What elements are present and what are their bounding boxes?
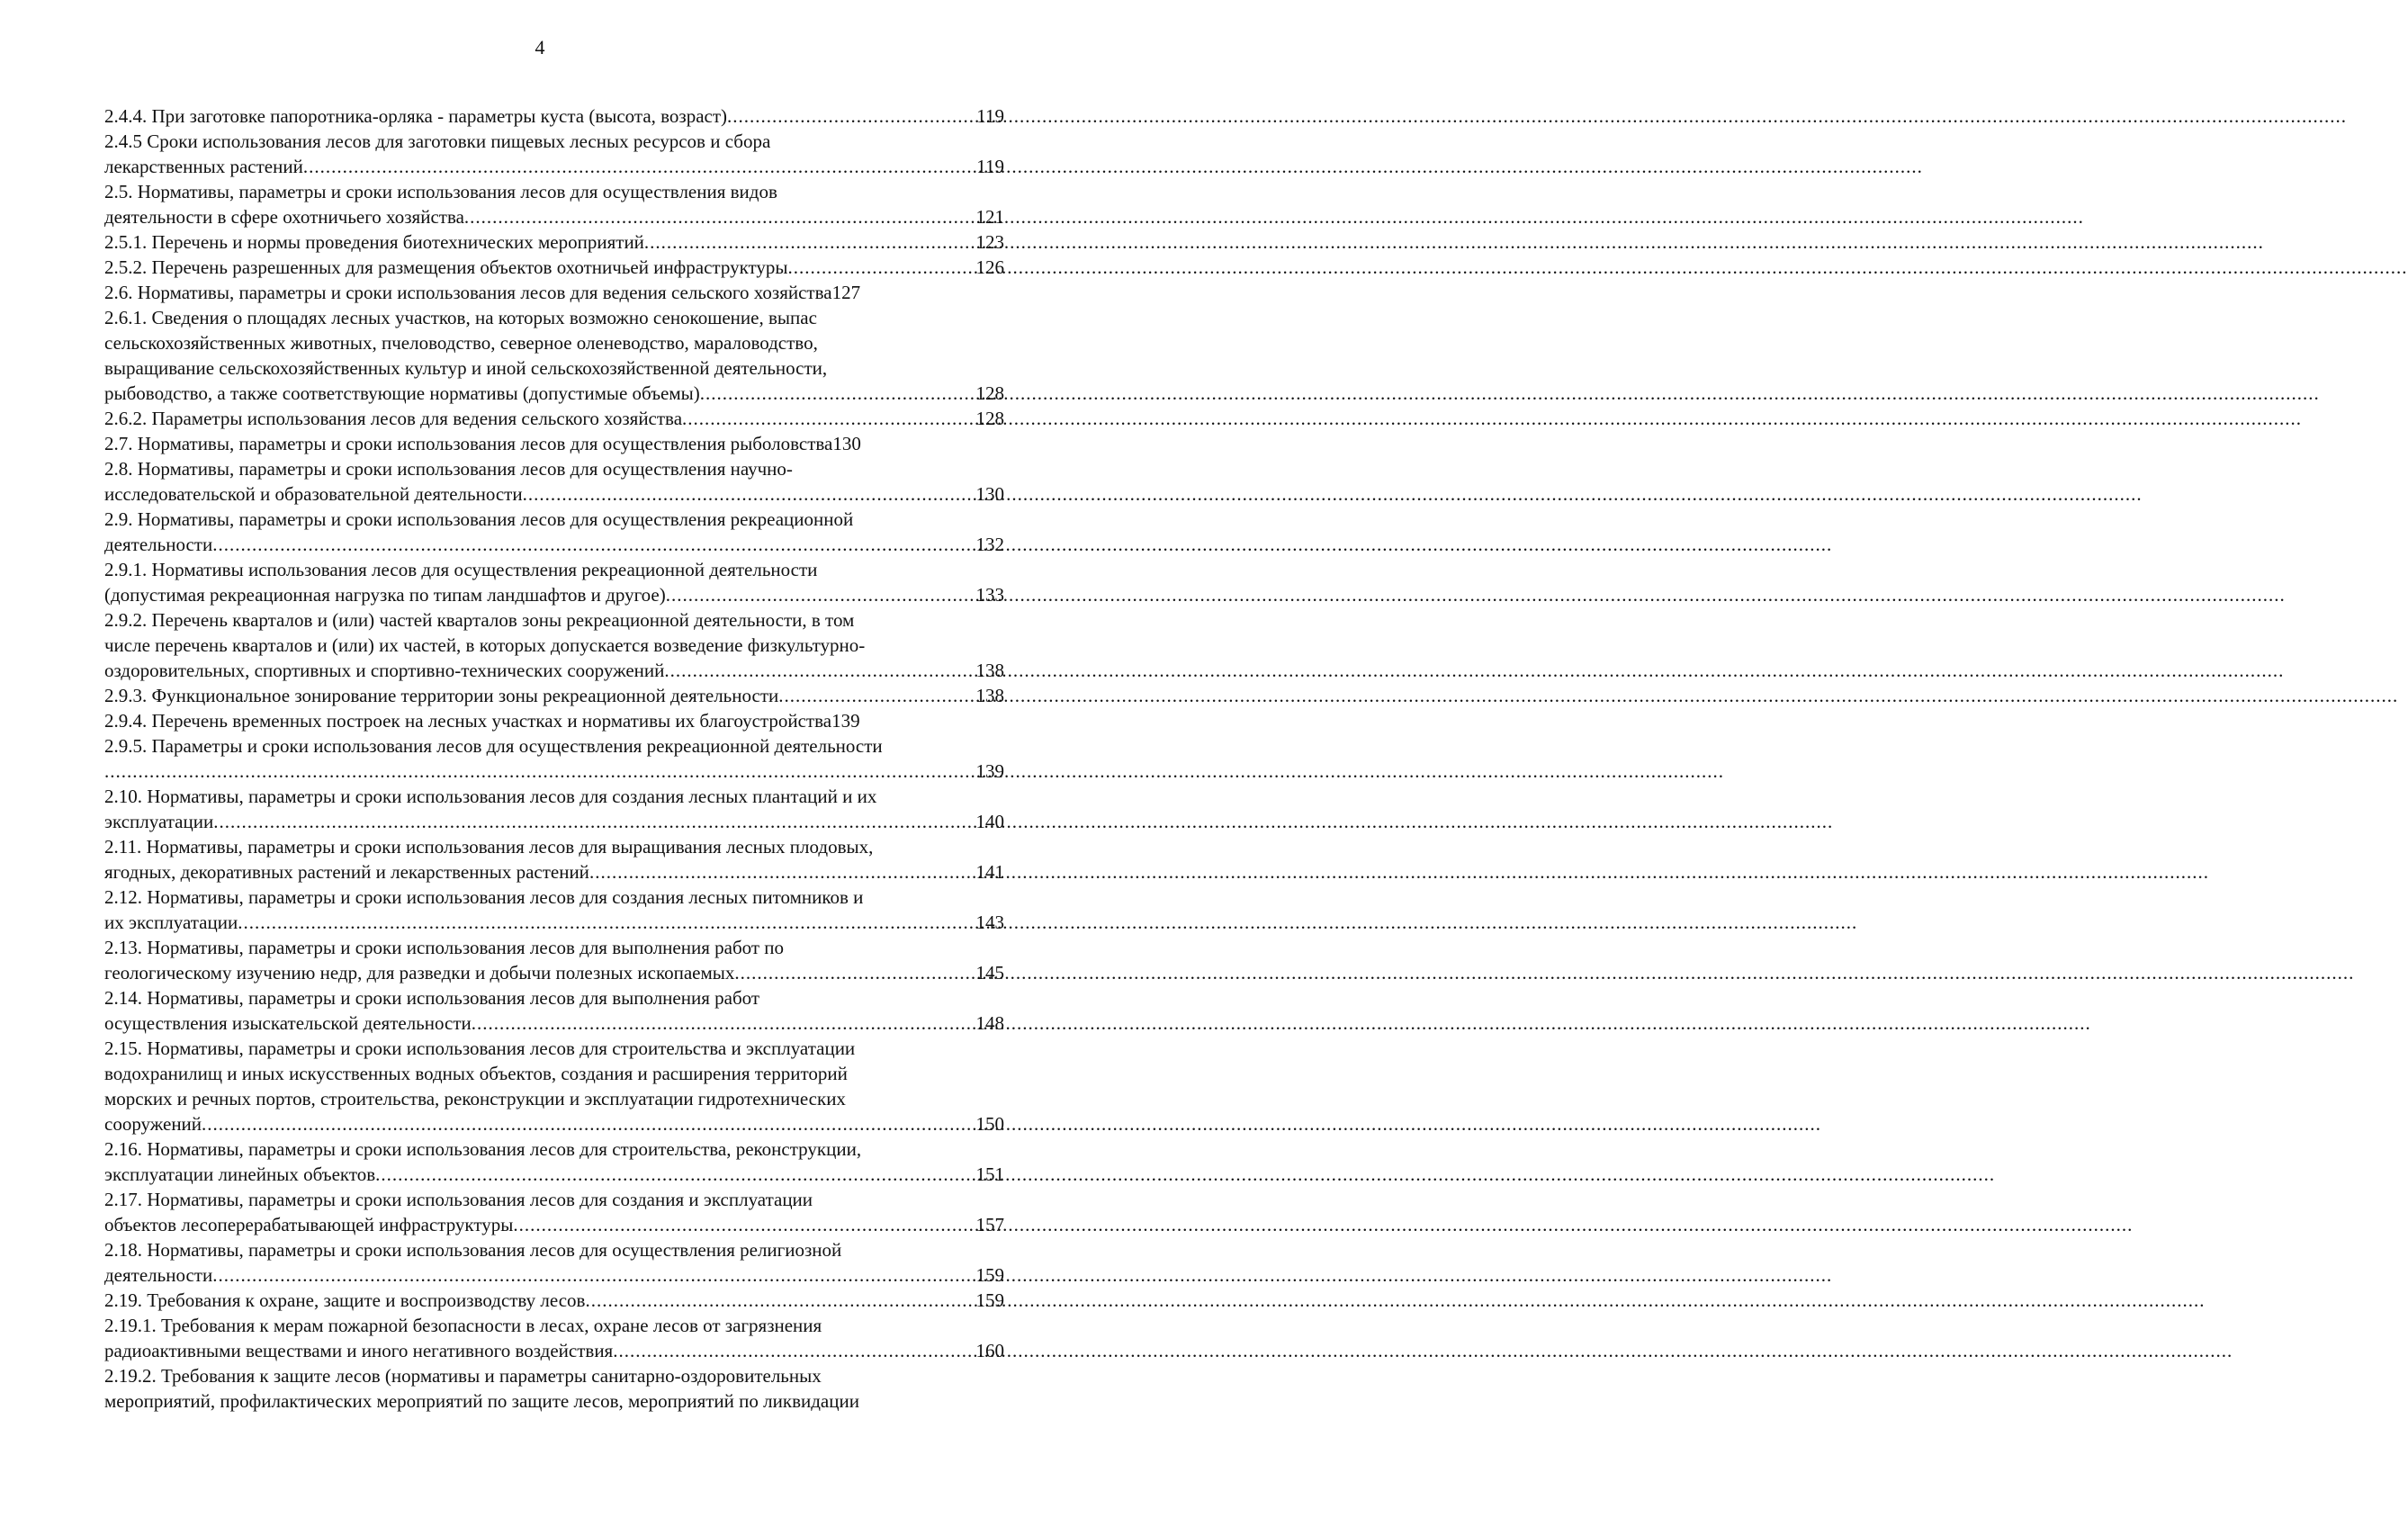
toc-page-number: 150 bbox=[975, 1113, 1004, 1135]
dot-leader bbox=[303, 154, 976, 179]
toc-entry-last-line bbox=[104, 532, 1004, 557]
dot-leader bbox=[734, 960, 975, 985]
toc-entry-last-line bbox=[104, 1338, 1004, 1363]
toc-entry-text: 2.5.2. Перечень разрешенных для размещения объектов охотничьей инфраструктуры bbox=[104, 256, 788, 278]
toc-entry-line: 2.13. Нормативы, параметры и сроки использования лесов для выполнения работ по bbox=[104, 937, 785, 958]
toc-page-number: 123 bbox=[975, 231, 1004, 253]
toc-page-number: 143 bbox=[975, 912, 1004, 933]
toc-entry-line: водохранилищ и иных искусственных водных объектов, создания и расширения территорий bbox=[104, 1063, 848, 1084]
toc-entry-line: 2.15. Нормативы, параметры и сроки использования лесов для строительства и эксплуатации bbox=[104, 1037, 856, 1059]
toc-entry bbox=[104, 507, 1004, 557]
toc-entry-line: числе перечень кварталов и (или) их частей, в которых допускается возведение физкультурно- bbox=[104, 634, 866, 656]
dot-leader bbox=[727, 103, 976, 129]
toc-entry bbox=[104, 179, 1004, 229]
toc-entry-last-line bbox=[104, 960, 1004, 985]
dot-leader bbox=[644, 229, 976, 255]
toc-entry-last-line bbox=[104, 859, 1004, 885]
toc-entry bbox=[104, 1313, 1004, 1363]
toc-page-number: 159 bbox=[975, 1264, 1004, 1286]
dot-leader bbox=[472, 1011, 976, 1036]
toc-entry-line: морских и речных портов, строительства, реконструкции и эксплуатации гидротехнических bbox=[104, 1088, 846, 1109]
toc-entry-text: 2.6. Нормативы, параметры и сроки использования лесов для ведения сельского хозяйства bbox=[104, 282, 832, 303]
toc-entry bbox=[104, 103, 1004, 129]
toc-entry bbox=[104, 305, 1004, 406]
toc-entry-last-line bbox=[104, 708, 1004, 733]
toc-entry-last-line bbox=[104, 683, 1004, 708]
dot-leader bbox=[613, 1338, 975, 1363]
dot-leader bbox=[375, 1162, 975, 1187]
toc-entry-text: объектов лесоперерабатывающей инфраструктуры bbox=[104, 1214, 514, 1235]
toc-entry bbox=[104, 431, 1004, 456]
toc-page-number: 138 bbox=[975, 685, 1004, 706]
toc-page-number: 126 bbox=[975, 256, 1004, 278]
toc-entry-text: 2.4.4. При заготовке папоротника-орляка - параметры куста (высота, возраст) bbox=[104, 105, 728, 127]
toc-page-number: 138 bbox=[975, 660, 1004, 681]
dot-leader bbox=[700, 381, 976, 406]
toc-entry-text: 2.9.4. Перечень временных построек на лесных участках и нормативы их благоустройства bbox=[104, 710, 832, 732]
toc-entry bbox=[104, 885, 1004, 935]
toc-entry-last-line bbox=[104, 280, 1004, 305]
dot-leader bbox=[589, 859, 976, 885]
toc-entry-last-line bbox=[104, 1262, 1004, 1288]
toc-page-number: 128 bbox=[975, 408, 1004, 429]
toc-page-number: 157 bbox=[975, 1214, 1004, 1235]
toc-page-number: 119 bbox=[976, 156, 1004, 177]
toc-entry-last-line bbox=[104, 582, 1004, 607]
toc-entry-text: 2.6.2. Параметры использования лесов для ведения сельского хозяйства bbox=[104, 408, 683, 429]
toc-entry-text: геологическому изучению недр, для разведки и добычи полезных ископаемых bbox=[104, 962, 735, 984]
toc-page-number: 127 bbox=[831, 282, 861, 303]
toc-entry-last-line bbox=[104, 1288, 1004, 1313]
toc-entry bbox=[104, 1363, 1004, 1414]
toc-entry-text: эксплуатации bbox=[104, 811, 214, 832]
toc-entry-last-line bbox=[104, 1162, 1004, 1187]
dot-leader bbox=[104, 759, 976, 784]
toc-entry-text: деятельности в сфере охотничьего хозяйства bbox=[104, 206, 464, 228]
toc-entry-last-line bbox=[104, 759, 1004, 784]
toc-entry-line: 2.10. Нормативы, параметры и сроки использования лесов для создания лесных плантаций и их bbox=[104, 786, 877, 807]
toc-entry bbox=[104, 784, 1004, 834]
toc-entry-text: эксплуатации линейных объектов bbox=[104, 1163, 376, 1185]
table-of-contents bbox=[104, 103, 1004, 1414]
toc-entry bbox=[104, 935, 1004, 985]
toc-entry-text: 2.19. Требования к охране, защите и воспроизводству лесов bbox=[104, 1289, 586, 1311]
toc-entry bbox=[104, 406, 1004, 431]
toc-entry-last-line bbox=[104, 1212, 1004, 1237]
toc-page-number: 141 bbox=[975, 861, 1004, 883]
toc-entry-line: 2.8. Нормативы, параметры и сроки использования лесов для осуществления научно- bbox=[104, 458, 793, 480]
toc-entry-last-line bbox=[104, 809, 1004, 834]
dot-leader bbox=[585, 1288, 975, 1313]
dot-leader bbox=[664, 658, 975, 683]
toc-entry bbox=[104, 229, 1004, 255]
toc-page-number: 145 bbox=[975, 962, 1004, 984]
dot-leader bbox=[202, 1111, 975, 1136]
toc-entry-text: исследовательской и образовательной деятельности bbox=[104, 483, 523, 505]
toc-entry bbox=[104, 834, 1004, 885]
toc-entry-last-line bbox=[104, 255, 1004, 280]
page-number: 4 bbox=[535, 36, 545, 58]
toc-entry-last-line bbox=[104, 229, 1004, 255]
dot-leader bbox=[682, 406, 975, 431]
toc-page-number: 148 bbox=[975, 1012, 1004, 1034]
toc-page-number: 128 bbox=[975, 382, 1004, 404]
toc-entry-line: 2.9.5. Параметры и сроки использования лесов для осуществления рекреационной деятельности bbox=[104, 735, 883, 757]
dot-leader bbox=[212, 1262, 975, 1288]
toc-entry-line: 2.4.5 Сроки использования лесов для заготовки пищевых лесных ресурсов и сбора bbox=[104, 130, 771, 152]
toc-page-number: 133 bbox=[975, 584, 1004, 606]
toc-entry-text: их эксплуатации bbox=[104, 912, 238, 933]
toc-entry-last-line bbox=[104, 103, 1004, 129]
toc-entry-line: выращивание сельскохозяйственных культур и иной сельскохозяйственной деятельности, bbox=[104, 357, 828, 379]
toc-entry bbox=[104, 985, 1004, 1036]
toc-entry bbox=[104, 1288, 1004, 1313]
toc-page-number: 132 bbox=[975, 534, 1004, 555]
toc-page-number: 130 bbox=[832, 433, 861, 454]
dot-leader bbox=[523, 481, 976, 507]
toc-entry-text: 2.7. Нормативы, параметры и сроки использования лесов для осуществления рыболовства bbox=[104, 433, 833, 454]
toc-entry-text: осуществления изыскательской деятельности bbox=[104, 1012, 472, 1034]
toc-entry bbox=[104, 683, 1004, 708]
dot-leader bbox=[213, 809, 975, 834]
toc-entry bbox=[104, 607, 1004, 683]
toc-entry-last-line bbox=[104, 1011, 1004, 1036]
toc-entry-line: 2.18. Нормативы, параметры и сроки использования лесов для осуществления религиозной bbox=[104, 1239, 842, 1261]
toc-entry-line: 2.9.2. Перечень кварталов и (или) частей кварталов зоны рекреационной деятельности, в том bbox=[104, 609, 855, 631]
toc-entry-last-line bbox=[104, 481, 1004, 507]
toc-page-number: 119 bbox=[976, 105, 1004, 127]
toc-entry-last-line bbox=[104, 406, 1004, 431]
toc-entry-line: сельскохозяйственных животных, пчеловодство, северное оленеводство, мараловодство, bbox=[104, 332, 818, 354]
toc-entry-line: 2.17. Нормативы, параметры и сроки использования лесов для создания и эксплуатации bbox=[104, 1189, 813, 1210]
toc-entry-text: оздоровительных, спортивных и спортивно-технических сооружений bbox=[104, 660, 665, 681]
toc-entry-last-line bbox=[104, 154, 1004, 179]
toc-entry bbox=[104, 557, 1004, 607]
toc-entry bbox=[104, 129, 1004, 179]
toc-entry-text: (допустимая рекреационная нагрузка по типам ландшафтов и другое) bbox=[104, 584, 666, 606]
toc-entry-line: 2.6.1. Сведения о площадях лесных участков, на которых возможно сенокошение, выпас bbox=[104, 307, 817, 328]
dot-leader bbox=[212, 532, 975, 557]
dot-leader bbox=[464, 204, 976, 229]
toc-page-number: 139 bbox=[831, 710, 860, 732]
toc-entry-text: лекарственных растений bbox=[104, 156, 303, 177]
toc-entry-line: 2.5. Нормативы, параметры и сроки использования лесов для осуществления видов bbox=[104, 181, 777, 202]
toc-entry-text: рыбоводство, а также соответствующие нормативы (допустимые объемы) bbox=[104, 382, 700, 404]
toc-entry-text: деятельности bbox=[104, 534, 213, 555]
toc-page-number: 121 bbox=[975, 206, 1004, 228]
toc-entry-line: 2.9.1. Нормативы использования лесов для осуществления рекреационной деятельности bbox=[104, 559, 818, 580]
toc-entry-text: ягодных, декоративных растений и лекарственных растений bbox=[104, 861, 589, 883]
toc-page-number: 130 bbox=[975, 483, 1004, 505]
toc-entry-last-line bbox=[104, 204, 1004, 229]
dot-leader bbox=[666, 582, 976, 607]
toc-entry-line: 2.11. Нормативы, параметры и сроки использования лесов для выращивания лесных плодовых, bbox=[104, 836, 874, 858]
toc-entry bbox=[104, 708, 1004, 733]
toc-entry-text: радиоактивными веществами и иного негативного воздействия bbox=[104, 1340, 614, 1361]
toc-entry-line: 2.9. Нормативы, параметры и сроки использования лесов для осуществления рекреационной bbox=[104, 508, 854, 530]
toc-entry-text: 2.5.1. Перечень и нормы проведения биотехнических мероприятий bbox=[104, 231, 644, 253]
toc-entry-line: 2.14. Нормативы, параметры и сроки использования лесов для выполнения работ bbox=[104, 987, 760, 1009]
toc-entry-text: 2.9.3. Функциональное зонирование территории зоны рекреационной деятельности bbox=[104, 685, 779, 706]
toc-entry-last-line bbox=[104, 1111, 1004, 1136]
toc-page-number: 140 bbox=[975, 811, 1004, 832]
toc-entry-line: 2.16. Нормативы, параметры и сроки использования лесов для строительства, реконструкции, bbox=[104, 1138, 862, 1160]
toc-entry-line: 2.19.1. Требования к мерам пожарной безопасности в лесах, охране лесов от загрязнения bbox=[104, 1315, 822, 1336]
toc-page-number: 139 bbox=[975, 760, 1004, 782]
toc-entry bbox=[104, 1237, 1004, 1288]
toc-entry bbox=[104, 255, 1004, 280]
toc-entry-last-line bbox=[104, 381, 1004, 406]
toc-entry-line: 2.12. Нормативы, параметры и сроки использования лесов для создания лесных питомников и bbox=[104, 886, 864, 908]
toc-entry-last-line bbox=[104, 910, 1004, 935]
toc-entry-line: 2.19.2. Требования к защите лесов (нормативы и параметры санитарно-оздоровительных bbox=[104, 1365, 822, 1387]
toc-entry bbox=[104, 1136, 1004, 1187]
toc-page-number: 160 bbox=[975, 1340, 1004, 1361]
toc-entry-line: мероприятий, профилактических мероприятий по защите лесов, мероприятий по ликвидации bbox=[104, 1390, 859, 1412]
toc-entry-text: деятельности bbox=[104, 1264, 213, 1286]
toc-entry bbox=[104, 1187, 1004, 1237]
dot-leader bbox=[788, 255, 976, 280]
toc-page-number: 159 bbox=[975, 1289, 1004, 1311]
toc-entry bbox=[104, 1036, 1004, 1136]
dot-leader bbox=[778, 683, 975, 708]
toc-entry-text: сооружений bbox=[104, 1113, 202, 1135]
dot-leader bbox=[238, 910, 975, 935]
toc-page-number: 151 bbox=[975, 1163, 1004, 1185]
toc-entry bbox=[104, 456, 1004, 507]
toc-entry-last-line bbox=[104, 431, 1004, 456]
dot-leader bbox=[513, 1212, 975, 1237]
toc-entry-last-line bbox=[104, 658, 1004, 683]
toc-entry bbox=[104, 280, 1004, 305]
toc-entry bbox=[104, 733, 1004, 784]
